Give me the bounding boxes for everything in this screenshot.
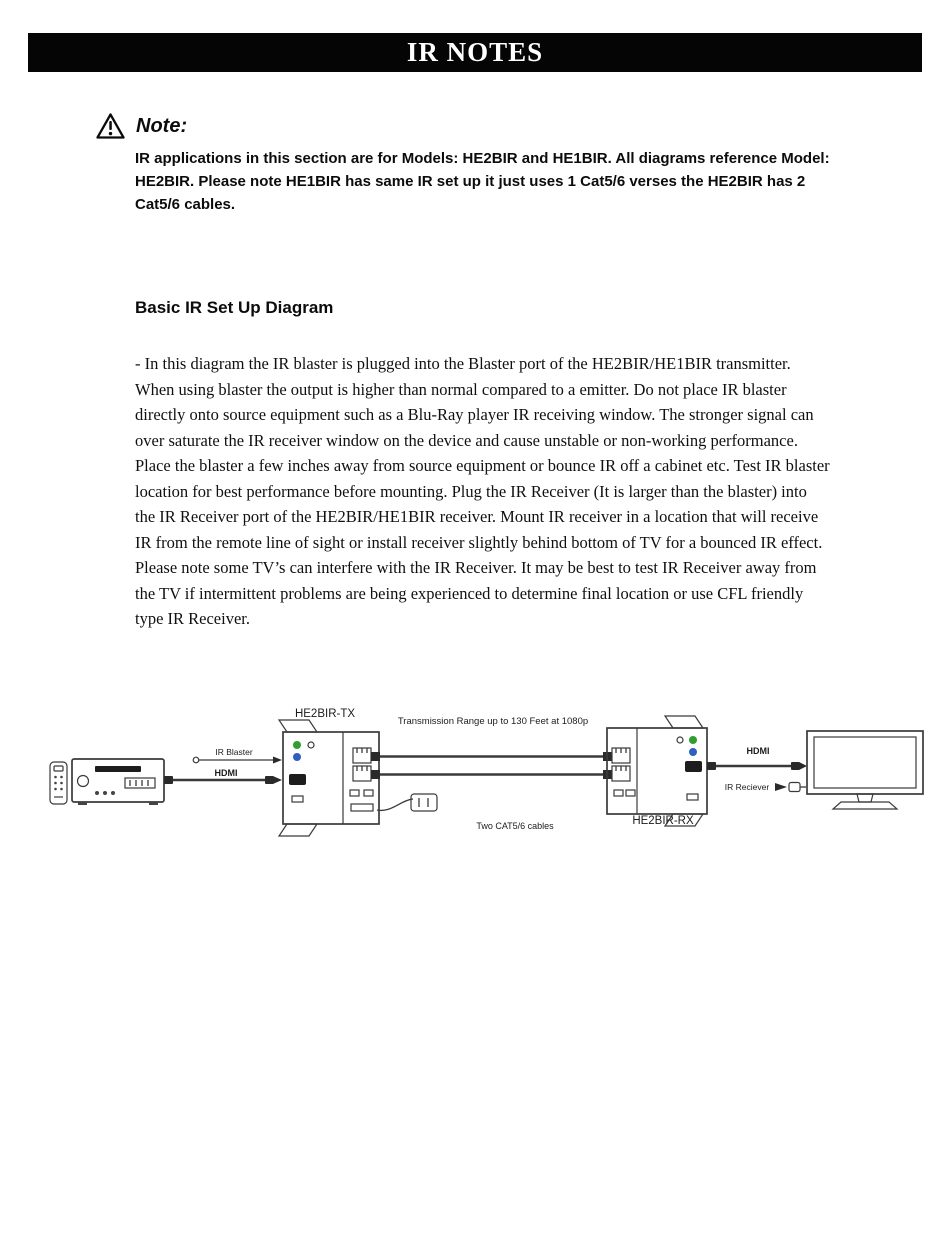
rx-label: HE2BIR-RX (632, 815, 694, 827)
tx-unit (279, 720, 379, 836)
hdmi-source-cable (164, 768, 282, 784)
ir-blaster-label: IR Blaster (215, 747, 253, 757)
page-title: IR NOTES (406, 37, 544, 67)
diagram-canvas (25, 698, 925, 856)
body-paragraph: - In this diagram the IR blaster is plugged into the Blaster port of the HE2BIR/HE1BIR transmitter. When using blaster the output is higher than normal compared to a emitter. Do not place IR blaster directly onto source equipment such as a Blu-Ray player IR receiving window. The stronger signal can over saturate the IR receiver window on the device and cause unstable or non-working performance. Place the blaster a few inches away from source equipment or bounce IR off a cabinet etc. Test IR blaster location for best performance before mounting. Plug the IR Receiver (It is larger than the blaster) into the IR Receiver port of the HE2BIR/HE1BIR receiver. Mount IR receiver in a location that will receive IR from the remote line of sight or install receiver slightly behind bottom of TV for a bounced IR effect. Please note some TV’s can interfere with the IR Receiver. It may be best to test IR Receiver away from the TV if intermittent problems are being experienced to determine final location or use CFL friendly type IR Receiver. (135, 354, 830, 628)
rx-unit (607, 716, 707, 827)
note-header (95, 112, 187, 140)
ir-setup-diagram (25, 698, 925, 856)
cat-cables-label: Two CAT5/6 cables (476, 821, 554, 831)
ir-receiver (725, 782, 806, 792)
ir-blaster-emitter (193, 757, 199, 763)
ir-port-blue (293, 753, 301, 761)
remote-control (50, 762, 67, 804)
title-bar (28, 33, 922, 72)
hdmi-source-label: HDMI (214, 768, 238, 778)
hdmi-in-port (289, 774, 306, 785)
ir-port-green (689, 736, 697, 744)
note-heading: Note: (136, 114, 188, 137)
arrow-right-icon (274, 777, 282, 784)
transmission-range-label: Transmission Range up to 130 Feet at 1080p (397, 716, 589, 727)
ir-receiver-label: IR Reciever (724, 782, 770, 792)
ir-receiver-head (789, 783, 800, 792)
cat-cables (371, 752, 612, 831)
arrow-right-icon (800, 763, 807, 770)
note-body: IR applications in this section are for Models: HE2BIR and HE1BIR. All diagrams reference Model: HE2BIR. Please note HE1BIR has same IR set up it just uses 1 Cat5/6 verses the HE2BIR has 2 Cat5/6 cables. (135, 150, 830, 213)
power-adapter (377, 794, 437, 811)
ir-port-green (293, 741, 301, 749)
section-heading: Basic IR Set Up Diagram (135, 298, 334, 317)
hdmi-display-label: HDMI (746, 746, 770, 756)
hdmi-out-port (685, 761, 702, 772)
arrow-right-icon (273, 757, 282, 764)
tx-label: HE2BIR-TX (294, 708, 356, 720)
ir-blaster-cable (193, 747, 282, 764)
bluray-player (72, 759, 164, 805)
ir-port-blue (689, 748, 697, 756)
hdmi-display-cable (707, 746, 807, 770)
warning-triangle-icon (95, 112, 126, 140)
tv-display (807, 731, 923, 809)
arrow-right-icon (775, 783, 787, 791)
